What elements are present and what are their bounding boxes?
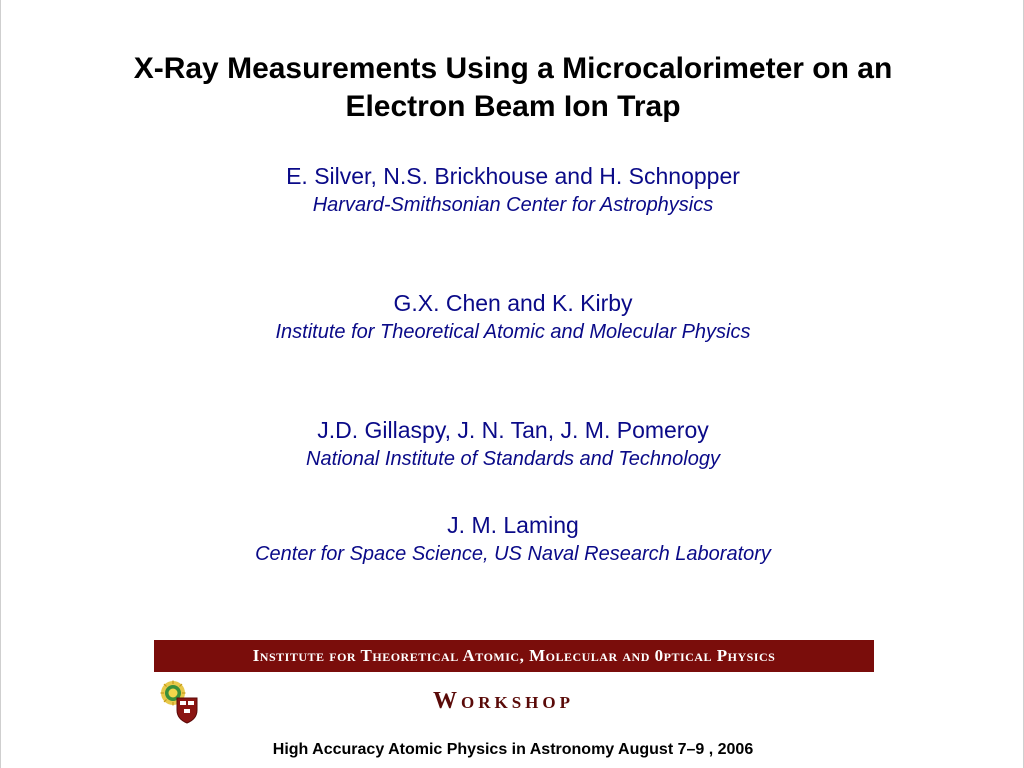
author-group-2 (1, 289, 1024, 347)
footer-text: High Accuracy Atomic Physics in Astronomy August 7–9 , 2006 (272, 741, 754, 758)
author-affiliation: Harvard-Smithsonian Center for Astrophysics (312, 194, 714, 216)
slide-title (1, 50, 1024, 126)
institute-banner (154, 640, 874, 672)
author-affiliation: National Institute of Standards and Technology (306, 448, 720, 470)
harvard-shield-icon (175, 696, 199, 724)
author-names: J. M. Laming (447, 512, 579, 538)
author-affiliation: Institute for Theoretical Atomic and Molecular Physics (275, 321, 751, 343)
author-names: J.D. Gillaspy, J. N. Tan, J. M. Pomeroy (317, 417, 709, 443)
author-group-1 (1, 162, 1024, 220)
author-group-3 (1, 416, 1024, 474)
workshop-label: Workshop (433, 688, 575, 714)
author-names: E. Silver, N.S. Brickhouse and H. Schnopper (286, 163, 740, 189)
banner-text: Institute for Theoretical Atomic, Molecular and 0ptical Physics (252, 646, 776, 665)
title-line-2: Electron Beam Ion Trap (345, 90, 681, 123)
author-group-4 (1, 511, 1024, 569)
title-line-1: X-Ray Measurements Using a Microcalorimeter on an (133, 52, 893, 85)
author-names: G.X. Chen and K. Kirby (393, 290, 633, 316)
author-affiliation: Center for Space Science, US Naval Research Laboratory (255, 543, 771, 565)
